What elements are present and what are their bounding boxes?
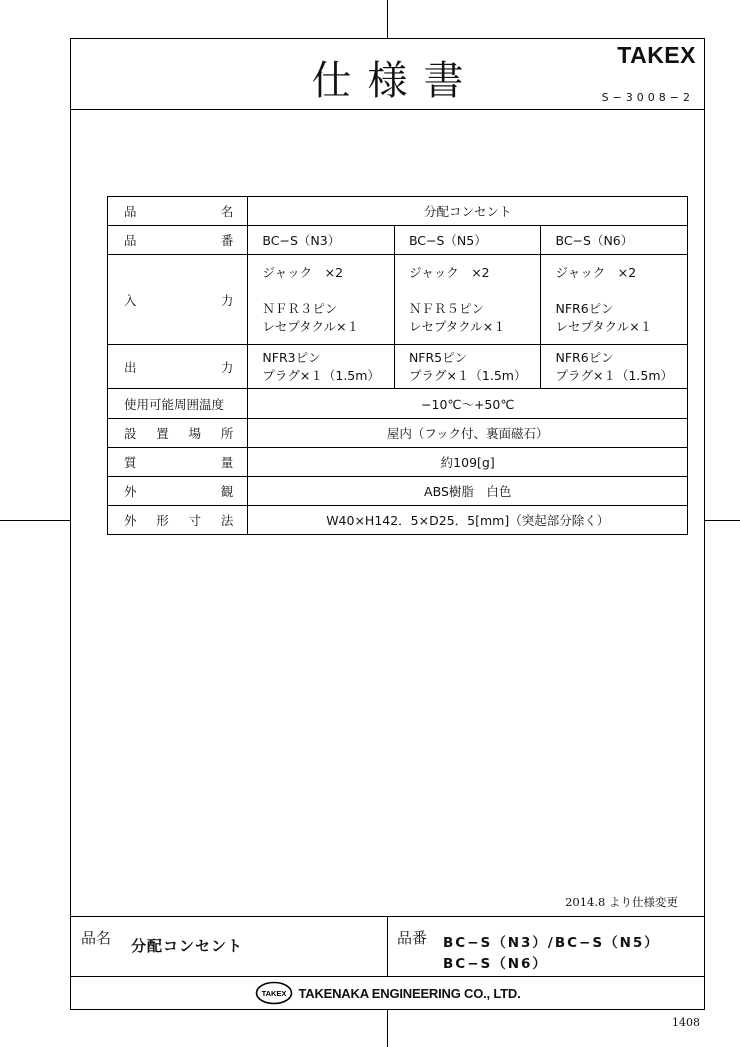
crop-mark-top [387,0,388,38]
revision-note: 2014.8 より仕様変更 [565,895,678,909]
row-label: 品 名 [108,197,248,226]
document-frame [70,38,705,1010]
crop-mark-bottom [387,1010,388,1047]
model-cell: BC−S（N3） [248,226,395,255]
crop-mark-right [704,520,740,521]
row-label: 設 置 場 所 [108,419,248,448]
footer-divider-vertical [387,916,388,976]
document-title: 仕様書 [311,58,480,104]
row-label: 外 観 [108,477,248,506]
page-code: 1408 [672,1016,700,1029]
table-row [108,419,688,448]
table-row [108,345,688,389]
installation-cell: 屋内（フック付、裏面磁石） [248,419,688,448]
table-row [108,197,688,226]
output-cell: NFR6ピン プラグ×１（1.5m） [541,345,688,389]
company-seal-icon [255,981,293,1005]
footer-divider-bottom [71,976,704,977]
input-cell: ジャック ×2 NFR6ピン レセプタクル×１ [541,255,688,345]
table-row [108,255,688,345]
operating-temp-cell: −10℃〜+50℃ [248,389,688,419]
output-cell: NFR3ピン プラグ×１（1.5m） [248,345,395,389]
row-label: 出 力 [108,345,248,389]
row-label: 使用可能周囲温度 [108,389,248,419]
model-cell: BC−S（N5） [394,226,541,255]
appearance-cell: ABS樹脂 白色 [248,477,688,506]
footer-model-label: 品番 [397,929,428,947]
svg-text:TAKEX: TAKEX [261,989,286,998]
header-divider [71,109,704,110]
table-row [108,389,688,419]
table-row [108,506,688,535]
product-name-cell: 分配コンセント [248,197,688,226]
footer-model-value: BC−S（N3）/BC−S（N5） BC−S（N6） [443,935,660,972]
footer-name-value: 分配コンセント [131,937,244,955]
weight-cell: 約109[g] [248,448,688,477]
footer-name-label: 品名 [81,929,112,947]
company-block [71,981,704,1005]
row-label: 外 形 寸 法 [108,506,248,535]
crop-mark-left [0,520,70,521]
spec-table [107,196,688,535]
row-label: 質 量 [108,448,248,477]
document-number: S−3008−2 [601,91,694,104]
company-name: TAKENAKA ENGINEERING CO., LTD. [298,985,521,1001]
row-label: 入 力 [108,255,248,345]
table-row [108,226,688,255]
table-row [108,448,688,477]
output-cell: NFR5ピン プラグ×１（1.5m） [394,345,541,389]
brand-logo: TAKEX [617,42,696,68]
input-cell: ジャック ×2 ＮＦＲ５ピン レセプタクル×１ [394,255,541,345]
input-cell: ジャック ×2 ＮＦＲ３ピン レセプタクル×１ [248,255,395,345]
dimensions-cell: W40×H142．5×D25．5[mm]（突起部分除く） [248,506,688,535]
row-label: 品 番 [108,226,248,255]
table-row [108,477,688,506]
model-cell: BC−S（N6） [541,226,688,255]
